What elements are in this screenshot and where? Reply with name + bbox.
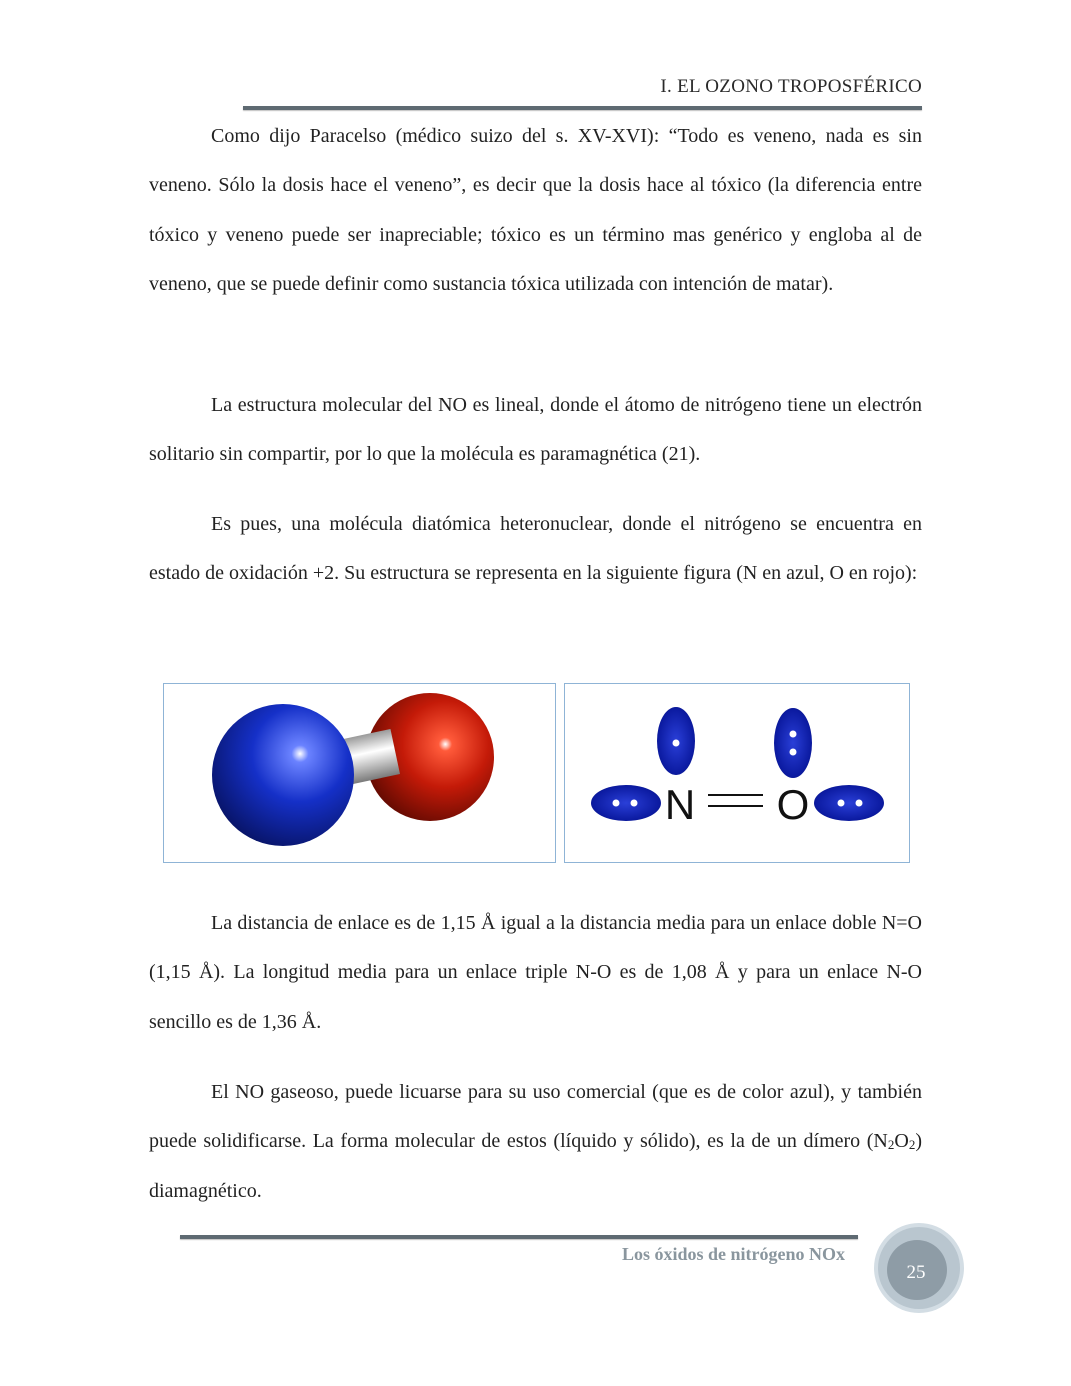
electron-dot (790, 731, 797, 738)
electron-dot (838, 800, 845, 807)
paragraph-diatomic-molecule: Es pues, una molécula diatómica heteronuclear, donde el nitrógeno se encuentra en estado de oxidación +2. Su estructura se representa en la siguiente figura (N en azul, O en rojo): (149, 513, 922, 585)
no-molecule-3d-icon (164, 684, 555, 862)
electron-dot (856, 800, 863, 807)
electron-dot (613, 800, 620, 807)
oxygen-symbol: O (776, 781, 810, 828)
paragraph-bond-distance: La distancia de enlace es de 1,15 Å igual a la distancia media para un enlace doble N=O (1,15 Å). La longitud media para un enlace triple N-O es de 1,08 Å y para un enlace N-O sencillo es de 1,36 Å. (149, 912, 922, 1033)
lewis-structure-diagram (565, 684, 909, 862)
header-divider (243, 106, 922, 110)
nitrogen-symbol: N (664, 781, 696, 828)
figure-ball-and-stick-model (163, 683, 556, 863)
oxygen-lone-pair-lobe-top (774, 708, 812, 778)
nitrogen-lone-pair-lobe (591, 785, 661, 821)
footer-divider (180, 1235, 858, 1239)
oxygen-lone-pair-lobe-right (814, 785, 884, 821)
electron-dot (631, 800, 638, 807)
running-footer-title: Los óxidos de nitrógeno NOx (621, 1244, 845, 1264)
nitrogen-atom (212, 704, 354, 846)
running-header-title: I. EL OZONO TROPOSFÉRICO (660, 76, 922, 97)
electron-dot (790, 749, 797, 756)
page-number: 25 (906, 1262, 926, 1283)
paragraph-molecular-structure: La estructura molecular del NO es lineal, donde el átomo de nitrógeno tiene un electrón solitario sin compartir, por lo que la molécula es paramagnética (21). (149, 394, 922, 466)
figure-lewis-structure (564, 683, 910, 863)
paragraph-liquid-solid-forms: El NO gaseoso, puede licuarse para su uso comercial (que es de color azul), y también puede solidificarse. La forma molecular de estos (líquido y sólido), es la de un dímero $(N_2O_2)$ diamagnético. (149, 1081, 922, 1202)
paragraph-paracelso: Como dijo Paracelso (médico suizo del s. XV-XVI): “Todo es veneno, nada es sin veneno. Sólo la dosis hace el veneno”, es decir que la dosis hace al tóxico (la diferencia entre tóxico y veneno puede ser inapreciable; tóxico es un término mas genérico y engloba al de veneno, que se puede definir como sustancia tóxica utilizada con intención de matar). (149, 125, 922, 295)
electron-dot (673, 740, 680, 747)
